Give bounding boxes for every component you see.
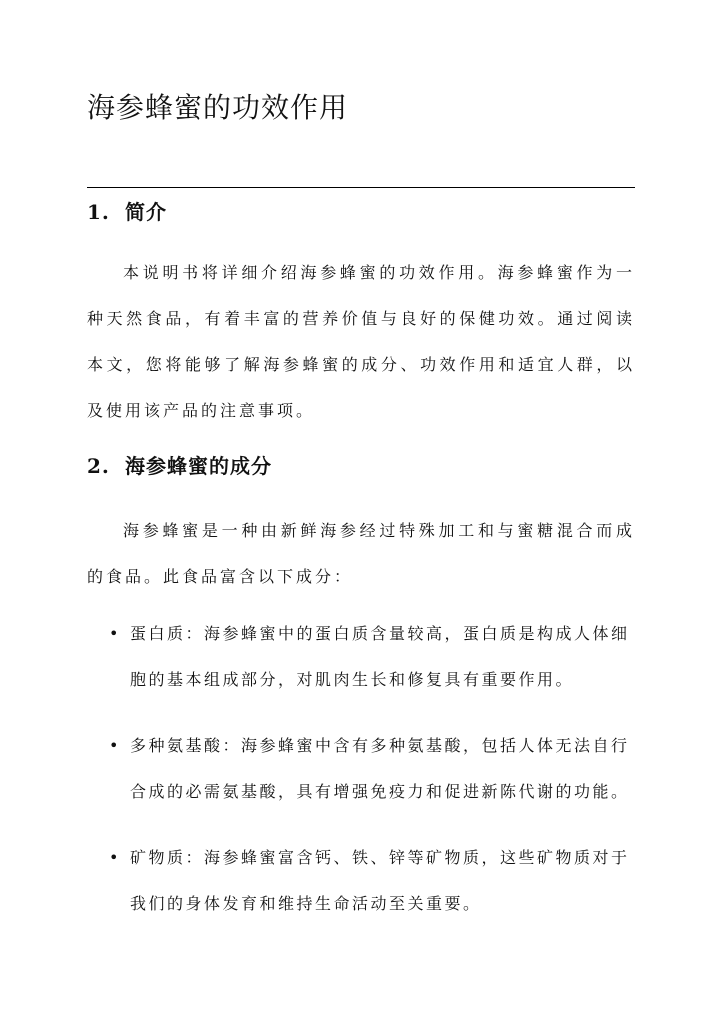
ingredient-list	[87, 611, 635, 947]
list-item-text: 矿物质：海参蜂蜜富含钙、铁、锌等矿物质，这些矿物质对于我们的身体发育和维持生命活动至关重要。	[130, 848, 630, 913]
bullet-icon: •	[109, 848, 121, 867]
ingredients-paragraph: 海参蜂蜜是一种由新鲜海参经过特殊加工和与蜜糖混合而成的食品。此食品富含以下成分：	[87, 521, 635, 586]
section-title: 海参蜂蜜的成分	[125, 454, 272, 478]
intro-paragraph: 本说明书将详细介绍海参蜂蜜的功效作用。海参蜂蜜作为一种天然食品，有着丰富的营养价值与良好的保健功效。通过阅读本文，您将能够了解海参蜂蜜的成分、功效作用和适宜人群，以及使用该产品的注意事项。	[87, 263, 635, 420]
section-heading-intro	[87, 198, 167, 226]
bullet-icon: •	[109, 624, 121, 643]
section-title: 简介	[125, 200, 167, 224]
section-heading-ingredients	[87, 452, 272, 480]
list-item-text: 蛋白质：海参蜂蜜中的蛋白质含量较高，蛋白质是构成人体细胞的基本组成部分，对肌肉生长和修复具有重要作用。	[130, 624, 630, 689]
page-title: 海参蜂蜜的功效作用	[87, 91, 349, 124]
list-item-text: 多种氨基酸：海参蜂蜜中含有多种氨基酸，包括人体无法自行合成的必需氨基酸，具有增强免疫力和促进新陈代谢的功能。	[130, 736, 630, 801]
section-number: 2.	[87, 454, 110, 478]
list-item	[87, 835, 635, 927]
section-number: 1.	[87, 200, 110, 224]
list-item	[87, 723, 635, 815]
bullet-icon: •	[109, 736, 121, 755]
title-divider	[87, 187, 635, 188]
list-item	[87, 611, 635, 703]
